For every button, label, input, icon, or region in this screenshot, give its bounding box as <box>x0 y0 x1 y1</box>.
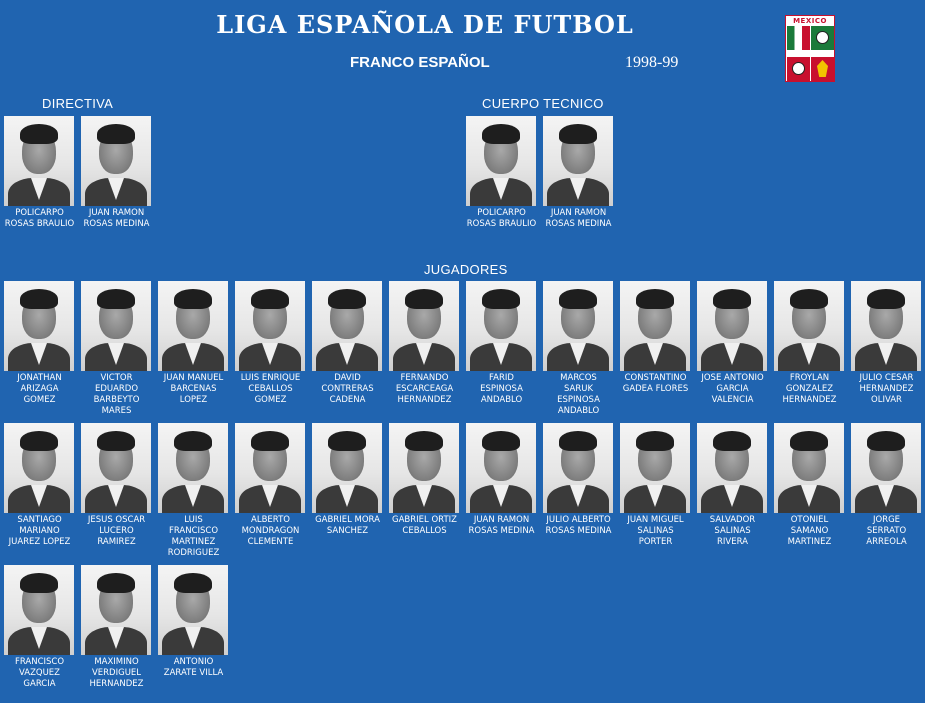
crest-lion-quadrant <box>811 57 834 81</box>
name-line: MARES <box>101 406 132 416</box>
name-line: SALINAS <box>714 526 751 536</box>
portrait-photo <box>466 423 536 513</box>
name-line: MARCOS <box>560 373 597 383</box>
name-line: CEBALLOS <box>248 384 293 394</box>
person-card <box>463 423 540 537</box>
portrait-photo <box>4 423 74 513</box>
person-name <box>309 373 386 406</box>
person-name <box>155 657 232 679</box>
portrait-photo <box>158 423 228 513</box>
name-line: HERNANDEZ <box>89 679 144 689</box>
name-line: SARUK <box>563 384 594 394</box>
person-name <box>463 515 540 537</box>
name-line: GOMEZ <box>23 395 56 405</box>
season-label: 1998-99 <box>625 54 679 71</box>
person-name <box>617 373 694 395</box>
portrait-photo <box>235 281 305 371</box>
name-line: SALINAS <box>637 526 674 536</box>
person-name <box>463 208 540 230</box>
person-card <box>309 281 386 406</box>
person-name <box>694 373 771 406</box>
name-line: ESPINOSA <box>557 395 600 405</box>
name-line: SANTIAGO <box>17 515 62 525</box>
person-name <box>155 373 232 406</box>
person-card <box>155 423 232 559</box>
name-line: JUAN MIGUEL <box>627 515 684 525</box>
person-card <box>155 281 232 406</box>
name-line: CONSTANTINO <box>624 373 687 383</box>
name-line: LUIS ENRIQUE <box>240 373 301 383</box>
name-line: CADENA <box>329 395 366 405</box>
name-line: SAMANO <box>790 526 829 536</box>
portrait-photo <box>389 423 459 513</box>
portrait-photo <box>235 423 305 513</box>
person-card <box>848 281 925 406</box>
portrait-photo <box>851 423 921 513</box>
team-name: FRANCO ESPAÑOL <box>350 54 490 71</box>
name-line: CEBALLOS <box>402 526 447 536</box>
name-line: LUCERO <box>99 526 134 536</box>
person-card <box>463 281 540 406</box>
name-line: JUAREZ LOPEZ <box>8 537 71 547</box>
person-card <box>386 281 463 406</box>
person-card <box>694 423 771 548</box>
name-line: CLEMENTE <box>247 537 294 547</box>
name-line: VAZQUEZ <box>18 668 60 678</box>
person-name <box>78 515 155 548</box>
portrait-photo <box>543 281 613 371</box>
person-name <box>1 373 78 406</box>
portrait-photo <box>620 281 690 371</box>
portrait-photo <box>389 281 459 371</box>
name-line: LOPEZ <box>179 395 208 405</box>
person-name <box>386 515 463 537</box>
name-line: ANTONIO <box>173 657 214 667</box>
name-line: ROSAS BRAULIO <box>466 219 537 229</box>
person-name <box>540 208 617 230</box>
portrait-photo <box>4 116 74 206</box>
person-card <box>232 281 309 406</box>
name-line: BARBEYTO <box>93 395 140 405</box>
name-line: GABRIEL MORA <box>315 515 380 525</box>
name-line: ROSAS MEDINA <box>545 219 612 229</box>
name-line: JOSE ANTONIO <box>701 373 764 383</box>
portrait-photo <box>4 281 74 371</box>
section-directiva: DIRECTIVA <box>42 96 114 111</box>
name-line: OTONIEL <box>790 515 829 525</box>
person-name <box>617 515 694 548</box>
person-name <box>771 515 848 548</box>
name-line: HERNANDEZ <box>859 384 914 394</box>
person-name <box>78 373 155 417</box>
name-line: HERNANDEZ <box>397 395 452 405</box>
name-line: FARID <box>489 373 514 383</box>
crest-ball-quadrant <box>811 26 834 50</box>
person-name <box>1 208 78 230</box>
name-line: EDUARDO <box>94 384 139 394</box>
person-name <box>771 373 848 406</box>
person-name <box>155 515 232 559</box>
name-line: JULIO CESAR <box>859 373 914 383</box>
portrait-photo <box>158 565 228 655</box>
person-card <box>386 423 463 537</box>
person-card <box>540 116 617 230</box>
portrait-photo <box>81 565 151 655</box>
name-line: MARIANO <box>19 526 60 536</box>
name-line: ALBERTO <box>251 515 290 525</box>
portrait-photo <box>466 116 536 206</box>
person-name <box>1 515 78 548</box>
portrait-photo <box>158 281 228 371</box>
name-line: JUAN RAMON <box>550 208 607 218</box>
name-line: JULIO ALBERTO <box>546 515 611 525</box>
person-name <box>540 515 617 537</box>
name-line: GABRIEL ORTIZ <box>392 515 457 525</box>
person-card <box>540 281 617 417</box>
section-cuerpo-tecnico: CUERPO TECNICO <box>482 96 604 111</box>
name-line: VALENCIA <box>711 395 754 405</box>
section-jugadores: JUGADORES <box>424 262 508 277</box>
portrait-photo <box>774 281 844 371</box>
name-line: MAXIMINO <box>94 657 139 667</box>
portrait-photo <box>81 116 151 206</box>
name-line: JUAN MANUEL <box>163 373 224 383</box>
name-line: SERRATO <box>866 526 907 536</box>
portrait-photo <box>312 423 382 513</box>
name-line: MARTINEZ <box>787 537 832 547</box>
person-card <box>848 423 925 548</box>
name-line: ANDABLO <box>480 395 523 405</box>
name-line: OLIVAR <box>871 395 902 405</box>
person-name <box>78 208 155 230</box>
name-line: JUAN RAMON <box>473 515 530 525</box>
name-line: GADEA FLORES <box>622 384 689 394</box>
person-card <box>78 281 155 417</box>
name-line: GOMEZ <box>254 395 287 405</box>
name-line: VICTOR <box>100 373 133 383</box>
person-card <box>463 116 540 230</box>
name-line: RIVERA <box>717 537 748 547</box>
name-line: LUIS <box>184 515 203 525</box>
person-card <box>78 565 155 690</box>
person-name <box>848 515 925 548</box>
name-line: GARCIA <box>716 384 749 394</box>
name-line: JONATHAN <box>17 373 62 383</box>
mexico-crest-logo <box>785 15 835 82</box>
portrait-photo <box>543 116 613 206</box>
person-card <box>1 281 78 406</box>
name-line: MARTINEZ <box>171 537 216 547</box>
name-line: FRANCISCO <box>14 657 65 667</box>
person-name <box>78 657 155 690</box>
name-line: PORTER <box>638 537 673 547</box>
person-card <box>694 281 771 406</box>
person-card <box>771 423 848 548</box>
name-line: RODRIGUEZ <box>167 548 220 558</box>
crest-ball-quadrant <box>787 57 810 81</box>
person-name <box>540 373 617 417</box>
person-name <box>1 657 78 690</box>
name-line: ROSAS BRAULIO <box>4 219 75 229</box>
name-line: ESPINOSA <box>480 384 523 394</box>
name-line: SALVADOR <box>709 515 756 525</box>
person-card <box>1 565 78 690</box>
name-line: ROSAS MEDINA <box>468 526 535 536</box>
name-line: ROSAS MEDINA <box>83 219 150 229</box>
person-card <box>617 423 694 548</box>
name-line: DAVID <box>334 373 361 383</box>
name-line: ARIZAGA <box>20 384 59 394</box>
portrait-photo <box>851 281 921 371</box>
name-line: POLICARPO <box>15 208 64 218</box>
name-line: RAMIREZ <box>97 537 136 547</box>
portrait-photo <box>81 423 151 513</box>
page-title: LIGA ESPAÑOLA DE FUTBOL <box>216 10 634 39</box>
name-line: ARREOLA <box>866 537 907 547</box>
person-name <box>463 373 540 406</box>
portrait-photo <box>466 281 536 371</box>
person-card <box>1 423 78 548</box>
name-line: JESUS OSCAR <box>87 515 146 525</box>
person-name <box>232 515 309 548</box>
person-card <box>78 423 155 548</box>
name-line: ROSAS MEDINA <box>545 526 612 536</box>
portrait-photo <box>620 423 690 513</box>
crest-text: MEXICO <box>793 17 827 25</box>
name-line: ANDABLO <box>557 406 600 416</box>
name-line: ESCARCEAGA <box>395 384 454 394</box>
person-name <box>386 373 463 406</box>
person-card <box>78 116 155 230</box>
name-line: JUAN RAMON <box>88 208 145 218</box>
name-line: VERDIGUEL <box>91 668 142 678</box>
portrait-photo <box>697 281 767 371</box>
person-name <box>694 515 771 548</box>
crest-flag-quadrant <box>787 26 810 50</box>
person-card <box>540 423 617 537</box>
portrait-photo <box>81 281 151 371</box>
name-line: FROYLAN <box>789 373 830 383</box>
portrait-photo <box>4 565 74 655</box>
person-card <box>155 565 232 679</box>
name-line: ZARATE VILLA <box>163 668 224 678</box>
name-line: SANCHEZ <box>326 526 369 536</box>
person-card <box>232 423 309 548</box>
name-line: MONDRAGON <box>241 526 300 536</box>
person-name <box>848 373 925 406</box>
name-line: FERNANDO <box>400 373 449 383</box>
portrait-photo <box>774 423 844 513</box>
name-line: CONTRERAS <box>321 384 374 394</box>
person-card <box>771 281 848 406</box>
person-card <box>1 116 78 230</box>
name-line: FRANCISCO <box>168 526 219 536</box>
person-card <box>309 423 386 537</box>
name-line: POLICARPO <box>477 208 526 218</box>
name-line: BARCENAS <box>170 384 217 394</box>
person-name <box>232 373 309 406</box>
person-card <box>617 281 694 395</box>
portrait-photo <box>697 423 767 513</box>
name-line: GONZALEZ <box>785 384 834 394</box>
portrait-photo <box>312 281 382 371</box>
name-line: JORGE <box>872 515 901 525</box>
portrait-photo <box>543 423 613 513</box>
name-line: GARCIA <box>23 679 56 689</box>
name-line: HERNANDEZ <box>782 395 837 405</box>
person-name <box>309 515 386 537</box>
